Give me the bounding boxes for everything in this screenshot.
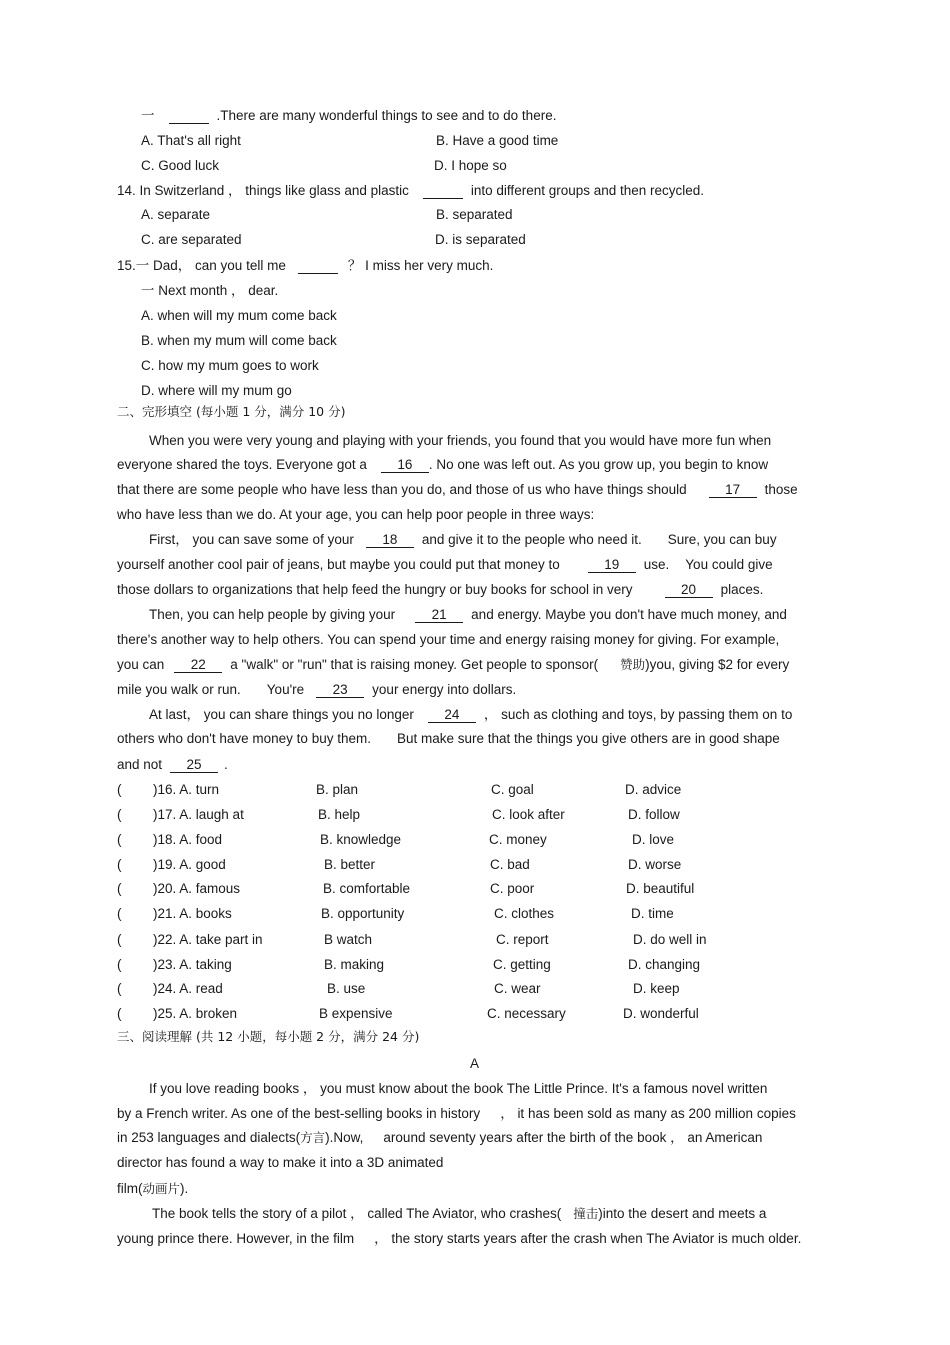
q15-option-b[interactable]: B. when my mum will come back bbox=[141, 333, 337, 348]
choice-b[interactable]: B expensive bbox=[319, 1006, 393, 1021]
choice-b[interactable]: B. comfortable bbox=[323, 881, 411, 896]
choice-c[interactable]: C. goal bbox=[491, 782, 534, 797]
q14-option-b[interactable]: B. separated bbox=[436, 207, 513, 222]
choice-d[interactable]: D. changing bbox=[628, 957, 701, 972]
choice-paren[interactable]: ( bbox=[117, 932, 122, 947]
choice-a[interactable]: )25. A. broken bbox=[153, 1006, 238, 1021]
reading-line: in 253 languages and dialects(方言).Now, around seventy years after the birth of the book ， an American bbox=[117, 1130, 763, 1145]
choice-b[interactable]: B. help bbox=[318, 807, 361, 822]
reading-line: If you love reading books ， you must know about the book The Little Prince. It's a famous novel written bbox=[149, 1081, 768, 1096]
blank-24[interactable]: 24 bbox=[428, 707, 476, 723]
cloze-line: there's another way to help others. You can spend your time and energy raising money for giving. For example, bbox=[117, 632, 780, 647]
cloze-line: Then, you can help people by giving your 21 and energy. Maybe you don't have much money, and bbox=[149, 607, 787, 622]
choice-d[interactable]: D. wonderful bbox=[623, 1006, 699, 1021]
passage-label: A bbox=[470, 1056, 480, 1071]
blank-19[interactable]: 19 bbox=[588, 557, 636, 573]
q15-answer-blank[interactable] bbox=[298, 258, 338, 274]
blank-25[interactable]: 25 bbox=[170, 757, 218, 773]
choice-paren[interactable]: ( bbox=[117, 906, 122, 921]
q15-option-d[interactable]: D. where will my mum go bbox=[141, 383, 292, 398]
section2-heading: 二、完形填空 (每小题 1 分，满分 10 分) bbox=[117, 404, 346, 419]
reading-line: The book tells the story of a pilot ， called The Aviator, who crashes( 撞击)into the desert and meets a bbox=[152, 1206, 767, 1221]
choice-paren[interactable]: ( bbox=[117, 857, 122, 872]
choice-a[interactable]: )19. A. good bbox=[153, 857, 226, 872]
choice-paren[interactable]: ( bbox=[117, 782, 122, 797]
cloze-line: that there are some people who have less than you do, and those of us who have things should 17 those bbox=[117, 482, 798, 497]
choice-a[interactable]: )22. A. take part in bbox=[153, 932, 263, 947]
choice-c[interactable]: C. poor bbox=[490, 881, 535, 896]
choice-c[interactable]: C. clothes bbox=[494, 906, 555, 921]
choice-a[interactable]: )16. A. turn bbox=[153, 782, 220, 797]
blank-22[interactable]: 22 bbox=[174, 657, 222, 673]
choice-d[interactable]: D. beautiful bbox=[626, 881, 695, 896]
cloze-line: you can 22 a "walk" or "run" that is raising money. Get people to sponsor( 赞助)you, giving $2 for every bbox=[117, 657, 790, 672]
choice-d[interactable]: D. keep bbox=[633, 981, 680, 996]
q14-option-c[interactable]: C. are separated bbox=[141, 232, 242, 247]
choice-a[interactable]: )24. A. read bbox=[153, 981, 223, 996]
blank-17[interactable]: 17 bbox=[709, 482, 757, 498]
q13-answer-blank[interactable] bbox=[169, 108, 209, 124]
q14-option-a[interactable]: A. separate bbox=[141, 207, 211, 222]
cloze-line: who have less than we do. At your age, you can help poor people in three ways: bbox=[117, 507, 595, 522]
choice-b[interactable]: B. use bbox=[327, 981, 366, 996]
choice-c[interactable]: C. report bbox=[496, 932, 549, 947]
choice-b[interactable]: B. knowledge bbox=[320, 832, 402, 847]
choice-d[interactable]: D. time bbox=[631, 906, 674, 921]
choice-paren[interactable]: ( bbox=[117, 807, 122, 822]
choice-c[interactable]: C. money bbox=[489, 832, 547, 847]
choice-a[interactable]: )18. A. food bbox=[153, 832, 223, 847]
choice-d[interactable]: D. follow bbox=[628, 807, 680, 822]
choice-c[interactable]: C. look after bbox=[492, 807, 565, 822]
choice-c[interactable]: C. getting bbox=[493, 957, 551, 972]
q15-stem: 15.一 Dad， can you tell me ？ I miss her very much. bbox=[117, 258, 494, 273]
q13-option-b[interactable]: B. Have a good time bbox=[436, 133, 559, 148]
q13-option-a[interactable]: A. That's all right bbox=[141, 133, 241, 148]
reading-line: by a French writer. As one of the best-selling books in history ， it has been sold as many as 200 million copies bbox=[117, 1106, 796, 1121]
choice-b[interactable]: B. plan bbox=[316, 782, 359, 797]
blank-23[interactable]: 23 bbox=[316, 682, 364, 698]
cloze-line: those dollars to organizations that help feed the hungry or buy books for school in very 20 places. bbox=[117, 582, 764, 597]
reading-line: film(动画片). bbox=[117, 1181, 189, 1196]
choice-paren[interactable]: ( bbox=[117, 1006, 122, 1021]
choice-paren[interactable]: ( bbox=[117, 881, 122, 896]
choice-d[interactable]: D. do well in bbox=[633, 932, 707, 947]
choice-paren[interactable]: ( bbox=[117, 981, 122, 996]
q14-option-d[interactable]: D. is separated bbox=[435, 232, 526, 247]
reading-line: young prince there. However, in the film ， the story starts years after the crash when The Aviator is much older. bbox=[117, 1231, 802, 1246]
q15-option-c[interactable]: C. how my mum goes to work bbox=[141, 358, 319, 373]
choice-b[interactable]: B watch bbox=[324, 932, 373, 947]
choice-c[interactable]: C. necessary bbox=[487, 1006, 566, 1021]
choice-d[interactable]: D. love bbox=[632, 832, 675, 847]
reading-line: director has found a way to make it into a 3D animated bbox=[117, 1155, 444, 1170]
q15-option-a[interactable]: A. when will my mum come back bbox=[141, 308, 337, 323]
cloze-line: mile you walk or run. You're 23 your energy into dollars. bbox=[117, 682, 517, 697]
blank-21[interactable]: 21 bbox=[415, 607, 463, 623]
blank-20[interactable]: 20 bbox=[665, 582, 713, 598]
cloze-line: At last， you can share things you no longer 24 ， such as clothing and toys, by passing them on to bbox=[149, 707, 793, 722]
cloze-line: First， you can save some of your 18 and give it to the people who need it. Sure, you can buy bbox=[149, 532, 777, 547]
choice-paren[interactable]: ( bbox=[117, 832, 122, 847]
cloze-line: and not 25 . bbox=[117, 757, 228, 772]
choice-b[interactable]: B. opportunity bbox=[321, 906, 405, 921]
q14-stem: 14. In Switzerland ， things like glass and plastic into different groups and then recycled. bbox=[117, 183, 705, 198]
q14-answer-blank[interactable] bbox=[423, 183, 463, 199]
blank-16[interactable]: 16 bbox=[381, 457, 429, 473]
choice-c[interactable]: C. wear bbox=[494, 981, 541, 996]
choice-a[interactable]: )17. A. laugh at bbox=[153, 807, 244, 822]
section3-heading: 三、阅读理解 (共 12 小题，每小题 2 分，满分 24 分) bbox=[117, 1029, 420, 1044]
cloze-line: yourself another cool pair of jeans, but maybe you could put that money to 19 use. You could give bbox=[117, 557, 773, 572]
choice-b[interactable]: B. better bbox=[324, 857, 376, 872]
choice-d[interactable]: D. worse bbox=[628, 857, 682, 872]
cloze-line: everyone shared the toys. Everyone got a 16 . No one was left out. As you grow up, you begin to know bbox=[117, 457, 769, 472]
choice-a[interactable]: )20. A. famous bbox=[153, 881, 241, 896]
choice-c[interactable]: C. bad bbox=[490, 857, 530, 872]
choice-b[interactable]: B. making bbox=[324, 957, 385, 972]
choice-a[interactable]: )23. A. taking bbox=[153, 957, 232, 972]
q13-stem: 一 .There are many wonderful things to see and to do there. bbox=[141, 108, 557, 123]
q15-reply: 一 Next month ， dear. bbox=[141, 283, 279, 298]
blank-18[interactable]: 18 bbox=[366, 532, 414, 548]
choice-a[interactable]: )21. A. books bbox=[153, 906, 232, 921]
q13-option-d[interactable]: D. I hope so bbox=[434, 158, 507, 173]
cloze-line: others who don't have money to buy them. But make sure that the things you give others are in good shape bbox=[117, 731, 780, 746]
q13-option-c[interactable]: C. Good luck bbox=[141, 158, 220, 173]
cloze-line: When you were very young and playing with your friends, you found that you would have more fun when bbox=[149, 433, 772, 448]
choice-d[interactable]: D. advice bbox=[625, 782, 682, 797]
choice-paren[interactable]: ( bbox=[117, 957, 122, 972]
